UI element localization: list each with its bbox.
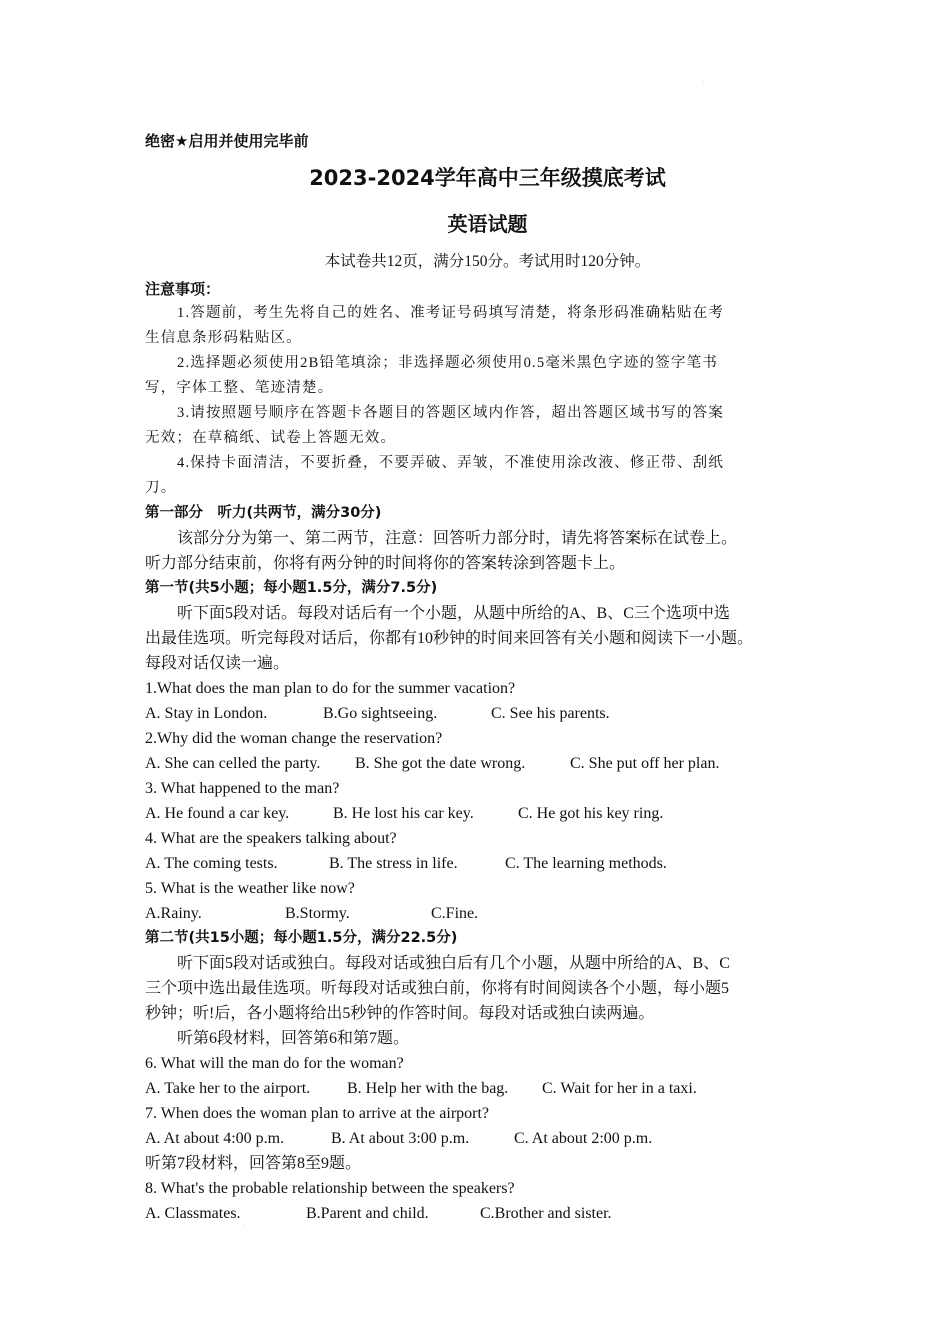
notice-line: 1.答题前，考生先将自己的姓名、准考证号码填写清楚，将条形码准确粘贴在考	[177, 305, 725, 321]
options-5	[145, 901, 820, 926]
option-c: C. See his parents.	[491, 705, 610, 722]
option-a: A. The coming tests.	[145, 855, 278, 872]
part1-intro: 听力部分结束前，你将有两分钟的时间将你的答案转涂到答题卡上。	[145, 555, 626, 572]
section1-intro: 每段对话仅读一遍。	[145, 655, 290, 672]
option-c: C. The learning methods.	[505, 855, 667, 872]
question-1: 1.What does the man plan to do for the summer vacation?	[145, 680, 516, 697]
option-b: B. He lost his car key.	[333, 805, 474, 822]
exam-content	[145, 127, 820, 1226]
section2-intro: 听下面5段对话或独白。每段对话或独白后有几个小题，从题中所给的A、B、C	[177, 955, 730, 972]
section1-intro: 出最佳选项。听完每段对话后，你都有10秒钟的时间来回答有关小题和阅读下一小题。	[145, 630, 754, 647]
option-c: C. She put off her plan.	[570, 755, 720, 772]
option-b: B. At about 3:00 p.m.	[331, 1130, 470, 1147]
exam-title: 2023-2024学年高中三年级摸底考试	[309, 166, 666, 190]
material-6-label: 听第6段材料，回答第6和第7题。	[177, 1030, 410, 1047]
options-3	[145, 801, 820, 826]
option-b: B. She got the date wrong.	[355, 755, 526, 772]
option-b: B. The stress in life.	[329, 855, 458, 872]
question-2: 2.Why did the woman change the reservation?	[145, 730, 443, 747]
speck: .	[703, 78, 705, 84]
notice-line: 2.选择题必须使用2B铅笔填涂；非选择题必须使用0.5毫米黑色字迹的签字笔书	[177, 355, 719, 371]
exam-info: 本试卷共12页，满分150分。考试用时120分钟。	[324, 253, 651, 270]
options-6	[145, 1076, 820, 1101]
part1-intro: 该部分分为第一、第二两节，注意：回答听力部分时，请先将答案标在试卷上。	[177, 530, 738, 547]
option-c: C.Fine.	[431, 905, 479, 922]
option-a: A. She can celled the party.	[145, 755, 321, 772]
option-a: A.Rainy.	[145, 905, 202, 922]
notice-line: 4.保持卡面清洁，不要折叠，不要弄破、弄皱，不准使用涂改液、修正带、刮纸	[177, 455, 725, 471]
options-2	[145, 751, 820, 776]
section2-heading: 第二节(共15小题；每小题1.5分，满分22.5分)	[145, 930, 458, 946]
option-b: B.Parent and child.	[306, 1205, 429, 1222]
section2-intro: 三个项中选出最佳选项。听每段对话或独白前，你将有时间阅读各个小题，每小题5	[145, 980, 730, 997]
section1-intro: 听下面5段对话。每段对话后有一个小题，从题中所给的A、B、C三个选项中选	[177, 605, 730, 622]
speck: .	[243, 1222, 245, 1228]
options-8	[145, 1201, 820, 1226]
option-c: C.Brother and sister.	[480, 1205, 612, 1222]
notice-line: 写，字体工整、笔迹清楚。	[145, 380, 334, 396]
options-7	[145, 1126, 820, 1151]
question-3: 3. What happened to the man?	[145, 780, 340, 797]
option-b: B. Help her with the bag.	[347, 1080, 509, 1097]
notice-line: 无效；在草稿纸、试卷上答题无效。	[145, 430, 397, 446]
options-1	[145, 701, 820, 726]
question-6: 6. What will the man do for the woman?	[145, 1055, 404, 1072]
option-c: C. He got his key ring.	[518, 805, 664, 822]
section1-heading: 第一节(共5小题；每小题1.5分，满分7.5分)	[145, 580, 438, 596]
notice-line: 3.请按照题号顺序在答题卡各题目的答题区域内作答，超出答题区域书写的答案	[177, 405, 725, 421]
option-c: C. Wait for her in a taxi.	[542, 1080, 697, 1097]
option-b: B.Stormy.	[285, 905, 350, 922]
notice-line: 生信息条形码粘贴区。	[145, 330, 302, 346]
option-a: A. At about 4:00 p.m.	[145, 1130, 285, 1147]
option-b: B.Go sightseeing.	[323, 705, 438, 722]
part1-heading: 第一部分 听力(共两节，满分30分)	[145, 505, 382, 521]
options-4	[145, 851, 820, 876]
notice-heading: 注意事项：	[145, 280, 221, 298]
notice-line: 刀。	[145, 480, 177, 496]
option-c: C. At about 2:00 p.m.	[514, 1130, 653, 1147]
material-7-label: 听第7段材料，回答第8至9题。	[145, 1155, 362, 1172]
question-8: 8. What's the probable relationship between the speakers?	[145, 1180, 515, 1197]
question-4: 4. What are the speakers talking about?	[145, 830, 397, 847]
option-a: A. Classmates.	[145, 1205, 241, 1222]
section2-intro: 秒钟；听!后，各小题将给出5秒钟的作答时间。每段对话或独白读两遍。	[145, 1005, 655, 1022]
question-7: 7. When does the woman plan to arrive at the airport?	[145, 1105, 490, 1122]
subject-title: 英语试题	[447, 212, 528, 236]
option-a: A. Take her to the airport.	[145, 1080, 311, 1097]
confidential-label: 绝密★启用并使用完毕前	[145, 132, 309, 150]
option-a: A. Stay in London.	[145, 705, 268, 722]
question-5: 5. What is the weather like now?	[145, 880, 355, 897]
option-a: A. He found a car key.	[145, 805, 290, 822]
